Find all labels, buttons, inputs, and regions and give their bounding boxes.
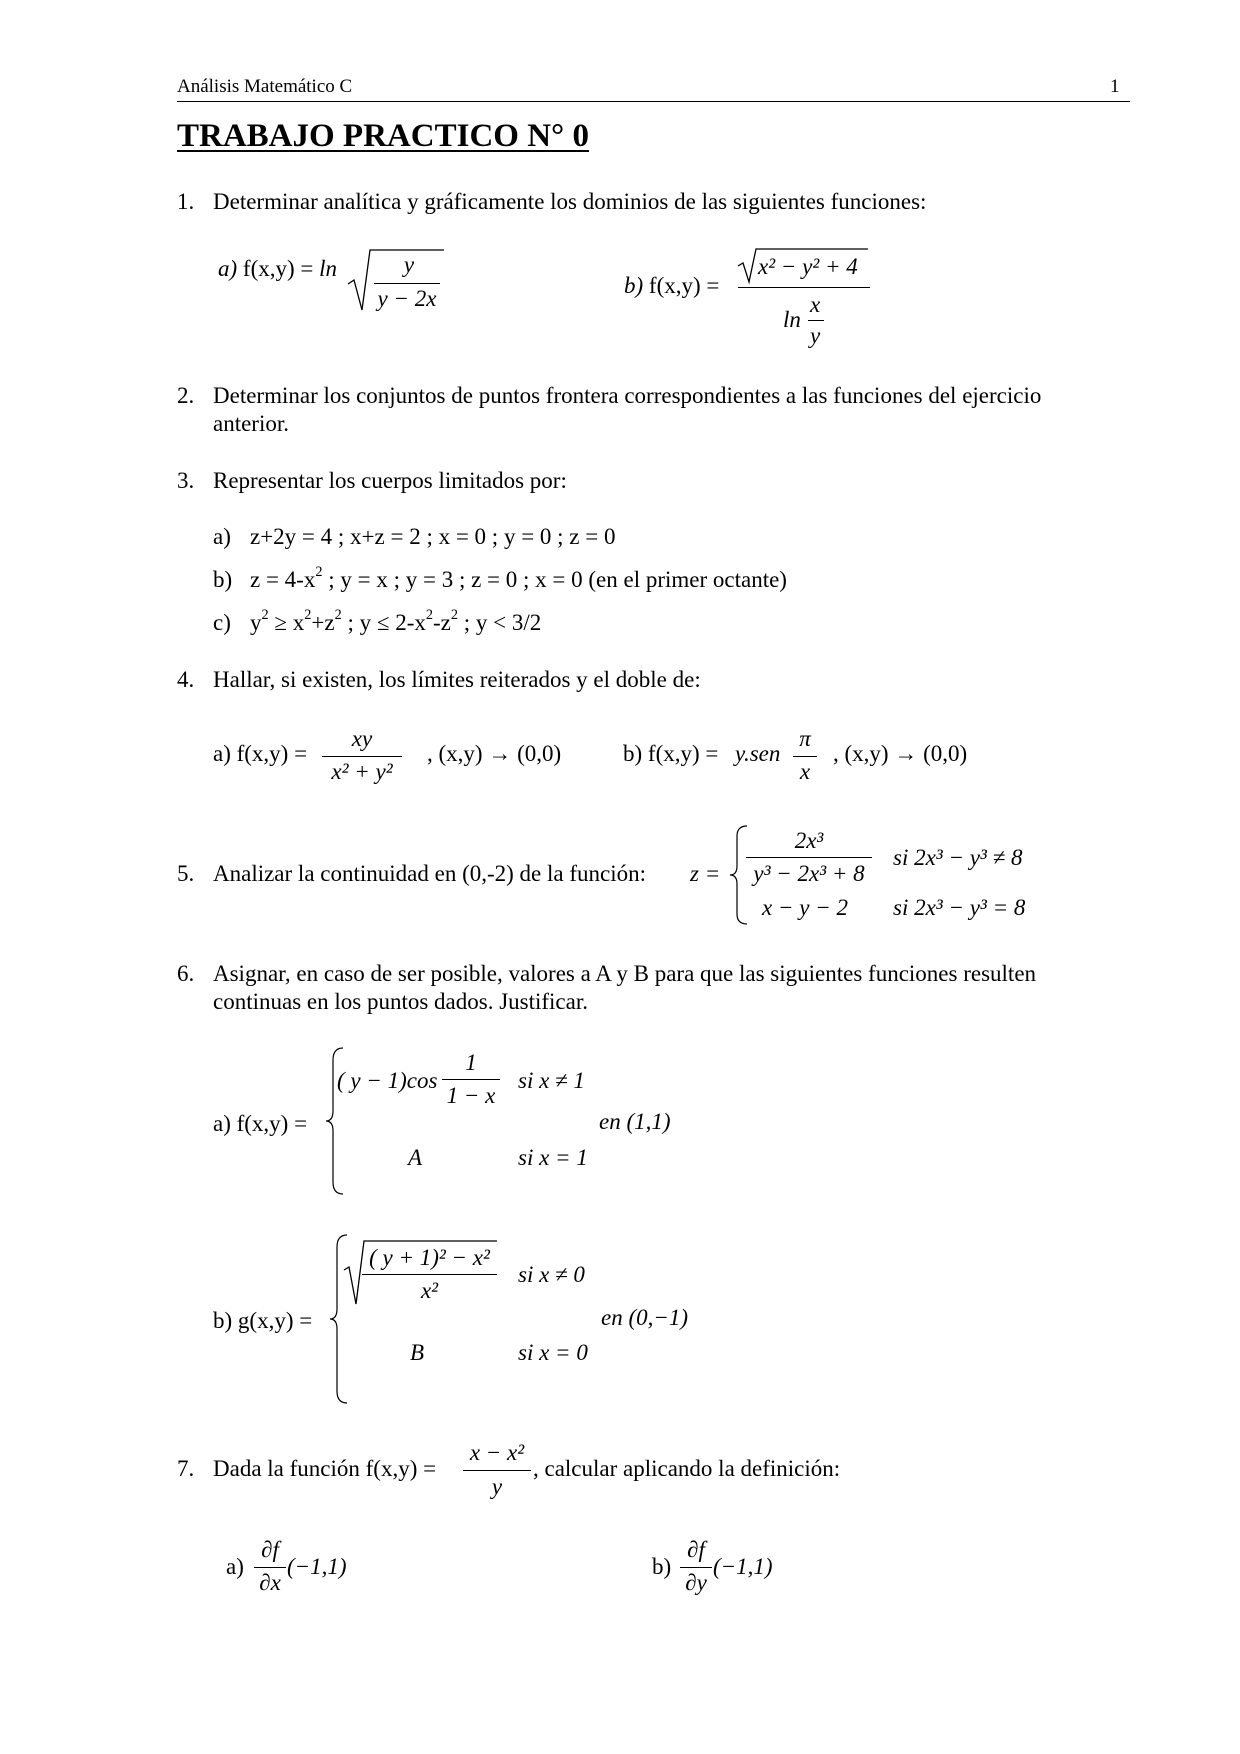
- ex6-a-fx: a) f(x,y) =: [213, 1111, 308, 1136]
- ex5-text: Analizar la continuidad en (0,-2) de la función:: [213, 861, 647, 886]
- ex4-a-den: x² + y²: [331, 759, 393, 784]
- ex7-pre: Dada la función f(x,y) =: [213, 1456, 437, 1481]
- ex3-c: $y^2 \ge x^2+z^2$ ; $y \le 2-x^2-z^2$ ; y < 3/2: [250, 607, 542, 635]
- header-page-number: 1: [1110, 76, 1120, 97]
- ex7-a-point: (−1,1): [287, 1554, 347, 1579]
- ex6-b-fx: b) g(x,y) =: [213, 1308, 313, 1333]
- ex6-b-cond1: si x ≠ 0: [518, 1262, 585, 1287]
- ex3-number: 3.: [177, 468, 195, 493]
- ex6-b-val2: B: [410, 1340, 425, 1365]
- ex1-b-fraction-bar: [738, 287, 870, 288]
- ex3-c-part4: ; y ≤ 2-x: [341, 610, 426, 635]
- ex7-f-num: x − x²: [469, 1440, 525, 1465]
- ex4-b-limit: , (x,y) → (0,0): [833, 741, 968, 766]
- ex6-number: 6.: [177, 961, 195, 986]
- ex6-a-fraction-bar: [442, 1079, 500, 1080]
- ex6-a-den: 1 − x: [446, 1083, 496, 1108]
- ex3-c-part1: y: [250, 610, 262, 635]
- ex2-line2: anterior.: [213, 411, 289, 436]
- page-title: TRABAJO PRACTICO N° 0: [177, 118, 589, 154]
- ex3-b: $z = 4-x^2$ ; y = x ; y = 3 ; z = 0 ; x = 0 (en el primer octante): [250, 564, 787, 592]
- ex3-c-part5: -z: [433, 610, 451, 635]
- ex3-b-part1: z = 4-x: [250, 567, 316, 592]
- ex7-post: , calcular aplicando la definición:: [533, 1456, 841, 1481]
- ex6-a-val2: A: [408, 1145, 423, 1170]
- ex4-number: 4.: [177, 667, 195, 692]
- ex7-b-point: (−1,1): [713, 1554, 773, 1579]
- ex6-b-cond2: si x = 0: [518, 1340, 588, 1365]
- ex7-b-den: ∂y: [685, 1570, 707, 1595]
- ex6-a-cond2: si x = 1: [518, 1145, 588, 1170]
- ex1-b-x: x: [810, 292, 821, 317]
- ex6-a-pre: ( y − 1)cos: [337, 1068, 438, 1093]
- ex3-a-label: a): [213, 524, 231, 549]
- ex4-a-num: xy: [351, 726, 373, 751]
- ex1-a-label: a): [218, 256, 238, 281]
- ex6-b-fraction-bar: [362, 1274, 497, 1275]
- ex5-z: z =: [690, 861, 721, 886]
- ex7-b-num: ∂f: [687, 1537, 705, 1562]
- header-rule: [177, 101, 1130, 102]
- ex7-number: 7.: [177, 1456, 195, 1481]
- ex7-a-label: a): [226, 1554, 244, 1579]
- ex6-b-en: en (0,−1): [601, 1305, 689, 1330]
- ex4-b-fraction-bar: [793, 756, 817, 757]
- ex5-den1: y³ − 2x³ + 8: [753, 861, 865, 886]
- ex1-b-fx: f(x,y) =: [648, 273, 720, 298]
- ex3-c-part6: ; y < 3/2: [458, 610, 542, 635]
- ex6-a-cond1: si x ≠ 1: [518, 1068, 585, 1093]
- ex1-a-ln: ln: [319, 256, 338, 281]
- ex3-text: Representar los cuerpos limitados por:: [213, 468, 567, 493]
- ex7-a-den: ∂x: [259, 1570, 281, 1595]
- ex1-b-radicand: x² − y² + 4: [758, 254, 858, 279]
- ex3-c-part3: +z: [311, 610, 335, 635]
- ex2-line1: Determinar los conjuntos de puntos frontera correspondientes a las funciones del ejercicio: [213, 383, 1042, 408]
- ex3-b-part2: ; y = x ; y = 3 ; z = 0 ; x = 0 (en el primer octante): [322, 567, 787, 592]
- ex4-a-fraction-bar: [322, 756, 402, 757]
- ex6-a-en: en (1,1): [599, 1109, 671, 1134]
- ex3-a: z+2y = 4 ; x+z = 2 ; x = 0 ; y = 0 ; z = 0: [250, 524, 616, 549]
- ex1-text: Determinar analítica y gráficamente los dominios de las siguientes funciones:: [213, 189, 927, 214]
- header-course: Análisis Matemático C: [177, 76, 353, 97]
- ex5-fraction-bar: [746, 857, 872, 858]
- ex4-b-fx: b) f(x,y) =: [623, 741, 719, 766]
- ex6-b-num: ( y + 1)² − x²: [369, 1245, 490, 1270]
- ex5-expr2: x − y − 2: [762, 895, 848, 920]
- ex1-number: 1.: [177, 189, 195, 214]
- ex5-number: 5.: [177, 861, 195, 886]
- ex4-text: Hallar, si existen, los límites reiterados y el doble de:: [213, 667, 701, 692]
- ex4-a-fx: a) f(x,y) =: [213, 741, 308, 766]
- ex4-b-den: x: [799, 759, 811, 784]
- ex1-b-inner-bar: [808, 320, 824, 321]
- ex5-cond2: si 2x³ − y³ = 8: [893, 895, 1026, 920]
- ex6-line1: Asignar, en caso de ser posible, valores a A y B para que las siguientes funciones resulten: [213, 961, 1037, 986]
- ex6-b-den: x²: [420, 1278, 439, 1303]
- ex5-cond1: si 2x³ − y³ ≠ 8: [893, 845, 1023, 870]
- ex2-number: 2.: [177, 383, 195, 408]
- ex7-f-den: y: [491, 1474, 503, 1499]
- ex7-b-fraction-bar: [680, 1567, 712, 1568]
- ex4-a-limit: , (x,y) → (0,0): [427, 741, 562, 766]
- ex4-b-pre: y.sen: [735, 741, 781, 766]
- ex1-a-fraction-bar: [374, 283, 440, 284]
- ex1-a-den: y − 2x: [377, 286, 437, 311]
- ex1-b-formula: [624, 273, 719, 299]
- ex7-a-num: ∂f: [261, 1537, 279, 1562]
- ex5-num1: 2x³: [794, 828, 824, 853]
- ex1-b-ln: ln: [783, 307, 801, 332]
- ex1-b-y: y: [810, 323, 821, 348]
- ex1-a-num: y: [403, 252, 415, 277]
- ex3-b-label: b): [213, 567, 233, 592]
- ex4-b-num: π: [799, 726, 811, 751]
- ex1-a-fx: f(x,y) =: [242, 256, 314, 281]
- ex7-fraction-bar: [463, 1470, 531, 1471]
- ex3-c-part2: ≥ x: [268, 610, 305, 635]
- ex1-b-label: b): [624, 273, 644, 298]
- ex1-a-formula: [218, 256, 337, 282]
- ex6-line2: continuas en los puntos dados. Justificar.: [213, 989, 588, 1014]
- ex6-a-num: 1: [465, 1050, 477, 1075]
- ex7-a-fraction-bar: [254, 1567, 286, 1568]
- ex3-c-label: c): [213, 610, 231, 635]
- ex7-b-label: b): [652, 1554, 672, 1579]
